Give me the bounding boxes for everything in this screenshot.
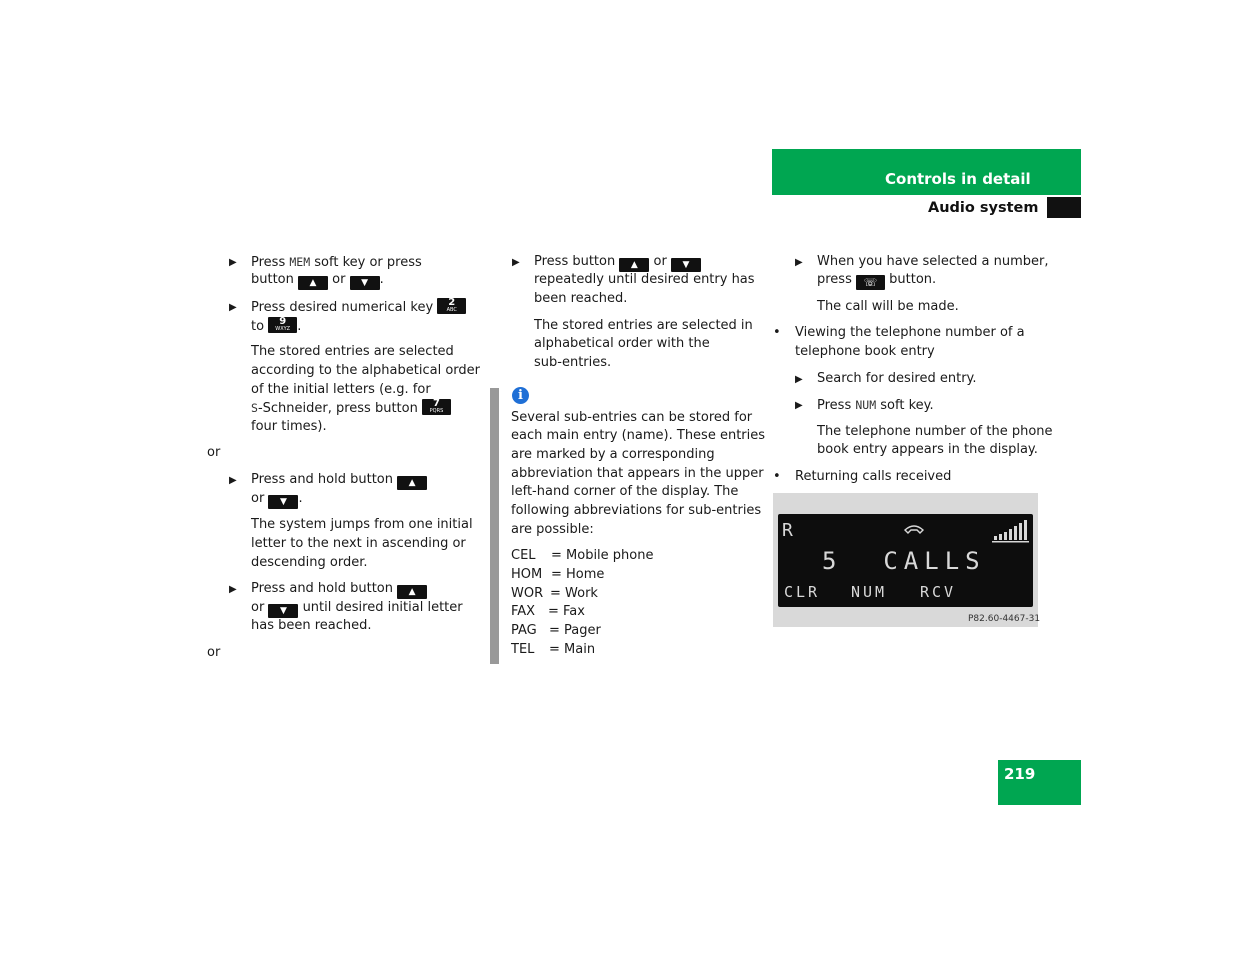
step-line <box>251 317 301 336</box>
key-number: 9 <box>279 316 287 327</box>
key-letters: WXYZ <box>275 326 291 332</box>
key-9-icon <box>268 317 297 333</box>
abbrev-code: TEL <box>511 642 535 657</box>
para-line: alphabetical order with the <box>534 336 710 351</box>
info-line: are possible: <box>511 522 594 537</box>
abbrev-meaning: = Main <box>549 642 596 657</box>
abbrev-code: FAX <box>511 604 536 619</box>
abbrev-code: PAG <box>511 623 537 638</box>
step-line <box>817 271 936 290</box>
step-line <box>251 490 303 509</box>
step-line: repeatedly until desired entry has <box>534 272 755 287</box>
abbrev-meaning: = Work <box>550 586 598 601</box>
info-line: each main entry (name). These entries <box>511 428 766 443</box>
step-line <box>534 253 701 272</box>
mem-softkey-label: MEM <box>289 255 311 269</box>
text: or <box>649 254 671 269</box>
key-7-icon <box>422 399 451 415</box>
softkey-num[interactable]: NUM <box>851 583 888 601</box>
abbrev-meaning: = Mobile phone <box>551 548 654 563</box>
para-line <box>251 399 451 418</box>
step-arrow-icon: ▶ <box>795 257 803 268</box>
abbrev-meaning: = Pager <box>549 623 601 638</box>
abbrev-meaning: = Home <box>551 567 605 582</box>
bullet-line: telephone book entry <box>795 344 935 359</box>
key-number: 7 <box>433 398 440 409</box>
para-line: The system jumps from one initial <box>251 517 473 532</box>
step-arrow-icon: ▶ <box>795 374 803 385</box>
info-line: Several sub-entries can be stored for <box>511 410 753 425</box>
display-subentry-indicator: R <box>782 520 793 541</box>
step-arrow-icon: ▶ <box>229 584 237 595</box>
info-line: left-hand corner of the display. The <box>511 484 739 499</box>
info-icon: i <box>512 387 529 404</box>
info-box-bar <box>490 388 499 664</box>
text: soft key. <box>876 398 934 413</box>
key-number: 2 <box>448 297 456 308</box>
bullet-icon: • <box>773 469 781 484</box>
softkey-clr[interactable]: CLR <box>784 583 821 601</box>
text: Press and hold button <box>251 581 398 596</box>
para-line: The stored entries are selected <box>251 344 454 359</box>
num-softkey-label: NUM <box>855 398 877 412</box>
para-line: four times). <box>251 419 327 434</box>
bullet-line: Returning calls received <box>795 469 952 484</box>
text: until desired initial letter <box>298 600 463 615</box>
down-button-icon: ▼ <box>350 276 380 290</box>
display-figure <box>773 493 1041 627</box>
step-line: has been reached. <box>251 618 372 633</box>
text: button <box>251 272 299 287</box>
phone-display <box>778 514 1033 607</box>
softkey-rcv[interactable]: RCV <box>920 583 957 601</box>
key-2-icon <box>437 298 466 314</box>
info-line: following abbreviations for sub-entries <box>511 503 762 518</box>
down-button-icon: ▼ <box>671 258 701 272</box>
figure-code: P82.60-4467-31 <box>968 614 1041 624</box>
para-line: book entry appears in the display. <box>817 442 1038 457</box>
step-arrow-icon: ▶ <box>229 257 237 268</box>
subsection-marker <box>1047 197 1081 218</box>
text: . <box>379 272 384 287</box>
or-label: or <box>207 645 221 660</box>
para-line: descending order. <box>251 555 368 570</box>
down-button-icon: ▼ <box>268 495 298 509</box>
step-line <box>251 580 427 599</box>
step-line <box>251 599 463 618</box>
para-line: of the initial letters (e.g. for <box>251 382 431 397</box>
or-label: or <box>207 445 221 460</box>
text: button. <box>885 272 937 287</box>
para-line: letter to the next in ascending or <box>251 536 466 551</box>
step-arrow-icon: ▶ <box>795 400 803 411</box>
text: Press and hold button <box>251 472 398 487</box>
up-button-icon: ▲ <box>298 276 328 290</box>
display-letter: S <box>251 401 258 415</box>
text: soft key or press <box>310 255 422 270</box>
text: . <box>297 319 302 334</box>
up-button-icon: ▲ <box>397 476 427 490</box>
step-line: been reached. <box>534 291 628 306</box>
signal-strength-icon <box>992 520 1032 544</box>
step-arrow-icon: ▶ <box>229 302 237 313</box>
text: to <box>251 319 269 334</box>
display-main-text: 5 CALLS <box>822 547 986 575</box>
text: Press <box>251 255 290 270</box>
text: or <box>251 600 269 615</box>
step-line <box>251 471 427 490</box>
page-number: 219 <box>1004 765 1036 783</box>
step-line: When you have selected a number, <box>817 254 1049 269</box>
handset-icon <box>902 521 926 535</box>
text: -Schneider, press button <box>257 401 422 416</box>
step-arrow-icon: ▶ <box>229 475 237 486</box>
key-letters: ABC <box>446 307 457 313</box>
up-button-icon: ▲ <box>619 258 649 272</box>
para-line: according to the alphabetical order <box>251 363 480 378</box>
text: or <box>251 491 269 506</box>
info-line: are marked by a corresponding <box>511 447 715 462</box>
step-line <box>251 253 422 272</box>
para-line: sub-entries. <box>534 355 612 370</box>
key-letters: PQRS <box>429 408 444 414</box>
abbrev-code: WOR <box>511 586 544 601</box>
up-button-icon: ▲ <box>397 585 427 599</box>
abbrev-code: HOM <box>511 567 543 582</box>
bullet-line: Viewing the telephone number of a <box>795 325 1025 340</box>
step-line <box>251 271 384 290</box>
step-arrow-icon: ▶ <box>512 257 520 268</box>
step-line: Search for desired entry. <box>817 371 977 386</box>
text: press <box>817 272 856 287</box>
subsection-title: Audio system <box>928 200 1039 216</box>
bullet-icon: • <box>773 325 781 340</box>
text: Press desired numerical key <box>251 300 438 315</box>
para-line: The telephone number of the phone <box>817 424 1053 439</box>
text: Press <box>817 398 856 413</box>
abbrev-meaning: = Fax <box>548 604 585 619</box>
down-button-icon: ▼ <box>268 604 298 618</box>
text: . <box>298 491 303 506</box>
abbrev-code: CEL <box>511 548 536 563</box>
text: Press button <box>534 254 620 269</box>
call-button-icon: ☏ <box>856 275 885 290</box>
para-line: The call will be made. <box>817 299 959 314</box>
info-line: abbreviation that appears in the upper <box>511 466 764 481</box>
text: or <box>328 272 350 287</box>
step-line <box>817 396 934 415</box>
section-title: Controls in detail <box>885 170 1031 188</box>
para-line: The stored entries are selected in <box>534 318 753 333</box>
step-line <box>251 298 466 317</box>
